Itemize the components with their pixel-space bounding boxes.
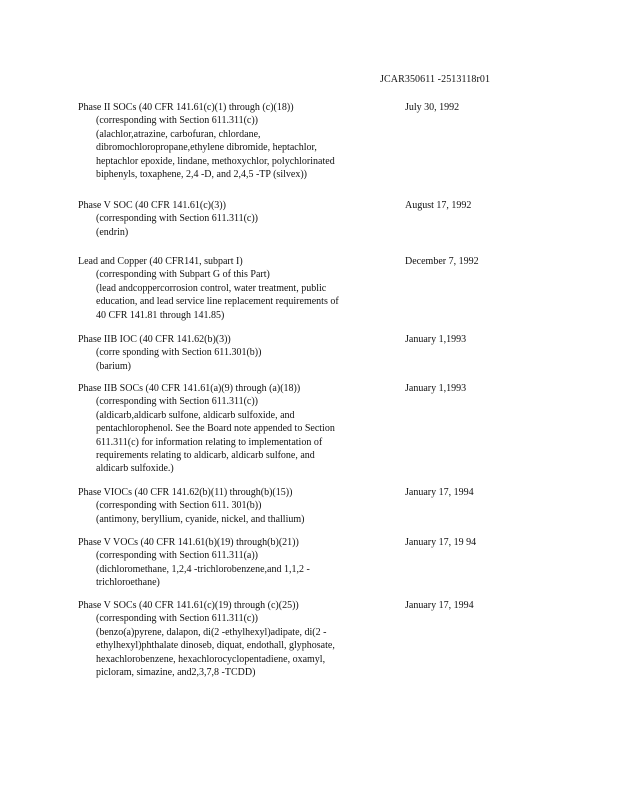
entry-line: pentachlorophenol. See the Board note appended to Section: [96, 423, 335, 435]
document-code: JCAR350611 -2513118r01: [380, 74, 491, 85]
entry-date: January 1,1993: [405, 334, 467, 345]
entry-date: August 17, 1992: [405, 200, 472, 211]
entry-body: [78, 599, 393, 679]
entry-phase-v-soc: [78, 199, 608, 239]
entry-date: January 17, 19 94: [405, 537, 477, 548]
entry-line: hexachlorobenzene, hexachlorocyclopentadiene, oxamyl,: [96, 653, 326, 665]
entry-line: (lead andcoppercorrosion control, water treatment, public: [96, 282, 327, 294]
entry-line: (corresponding with Section 611.311(c)): [96, 613, 258, 625]
entry-body: [78, 486, 393, 526]
entry-title: Phase VIOCs (40 CFR 141.62(b)(11) through(b)(15)): [78, 487, 293, 498]
entry-body: [78, 255, 393, 322]
entry-phase-iib-socs: [78, 382, 608, 476]
entry-phase-v-socs: [78, 599, 608, 679]
entry-line: heptachlor epoxide, lindane, methoxychlor, polychlorinated: [96, 155, 335, 167]
entry-body: [78, 382, 393, 476]
entry-line: picloram, simazine, and2,3,7,8 -TCDD): [96, 667, 256, 679]
entry-title: Phase V SOC (40 CFR 141.61(c)(3)): [78, 200, 226, 211]
entry-line: aldicarb sulfoxide.): [96, 463, 174, 475]
entry-line: requirements relating to aldicarb, aldicarb sulfone, and: [96, 450, 315, 462]
entry-line: (aldicarb,aldicarb sulfone, aldicarb sulfoxide, and: [96, 409, 295, 421]
entry-date: January 17, 1994: [405, 600, 474, 611]
entry-phase-v-vocs: [78, 536, 608, 590]
entry-line: (barium): [96, 360, 131, 372]
entry-body: [78, 333, 393, 373]
entry-line: (corresponding with Section 611.311(c)): [96, 115, 258, 127]
entry-line: education, and lead service line replacement requirements of: [96, 296, 339, 308]
entry-body: [78, 199, 393, 239]
entry-line: (corre sponding with Section 611.301(b)): [96, 347, 262, 359]
entry-line: (corresponding with Section 611.311(c)): [96, 213, 258, 225]
entry-line: (corresponding with Section 611.311(a)): [96, 550, 258, 562]
entry-line: (corresponding with Section 611. 301(b)): [96, 500, 262, 512]
entry-phase-v-iocs: [78, 486, 608, 526]
entry-date: July 30, 1992: [405, 102, 460, 113]
entry-line: (corresponding with Subpart G of this Part): [96, 269, 270, 281]
entry-date: January 1,1993: [405, 383, 467, 394]
entry-title: Phase V VOCs (40 CFR 141.61(b)(19) through(b)(21)): [78, 537, 299, 548]
entry-line: biphenyls, toxaphene, 2,4 -D, and 2,4,5 -TP (silvex)): [96, 169, 307, 181]
entry-phase-iib-ioc: [78, 333, 608, 373]
entry-line: (benzo(a)pyrene, dalapon, di(2 -ethylhexyl)adipate, di(2 -: [96, 626, 327, 638]
entry-title: Lead and Copper (40 CFR141, subpart I): [78, 256, 243, 267]
entry-line: (dichloromethane, 1,2,4 -trichlorobenzene,and 1,1,2 -: [96, 563, 310, 575]
entry-line: trichloroethane): [96, 577, 160, 589]
entry-body: [78, 101, 393, 181]
entry-title: Phase V SOCs (40 CFR 141.61(c)(19) through (c)(25)): [78, 600, 299, 611]
entry-line: (endrin): [96, 226, 129, 238]
entry-title: Phase IIB IOC (40 CFR 141.62(b)(3)): [78, 334, 231, 345]
entry-line: 40 CFR 141.81 through 141.85): [96, 309, 225, 321]
entry-body: [78, 536, 393, 590]
entry-phase-ii-socs: [78, 101, 608, 181]
entry-line: (antimony, beryllium, cyanide, nickel, and thallium): [96, 513, 305, 525]
entry-line: dibromochloropropane,ethylene dibromide, heptachlor,: [96, 142, 317, 154]
entry-date: December 7, 1992: [405, 256, 479, 267]
entry-date: January 17, 1994: [405, 487, 474, 498]
entry-title: Phase II SOCs (40 CFR 141.61(c)(1) through (c)(18)): [78, 102, 294, 113]
entry-line: ethylhexyl)phthalate dinoseb, diquat, endothall, glyphosate,: [96, 640, 335, 652]
entry-lead-and-copper: [78, 255, 608, 322]
entry-line: (corresponding with Section 611.311(c)): [96, 396, 258, 408]
entry-line: (alachlor,atrazine, carbofuran, chlordane,: [96, 128, 261, 140]
entry-line: 611.311(c) for information relating to implementation of: [96, 436, 323, 448]
entry-title: Phase IIB SOCs (40 CFR 141.61(a)(9) through (a)(18)): [78, 383, 301, 394]
